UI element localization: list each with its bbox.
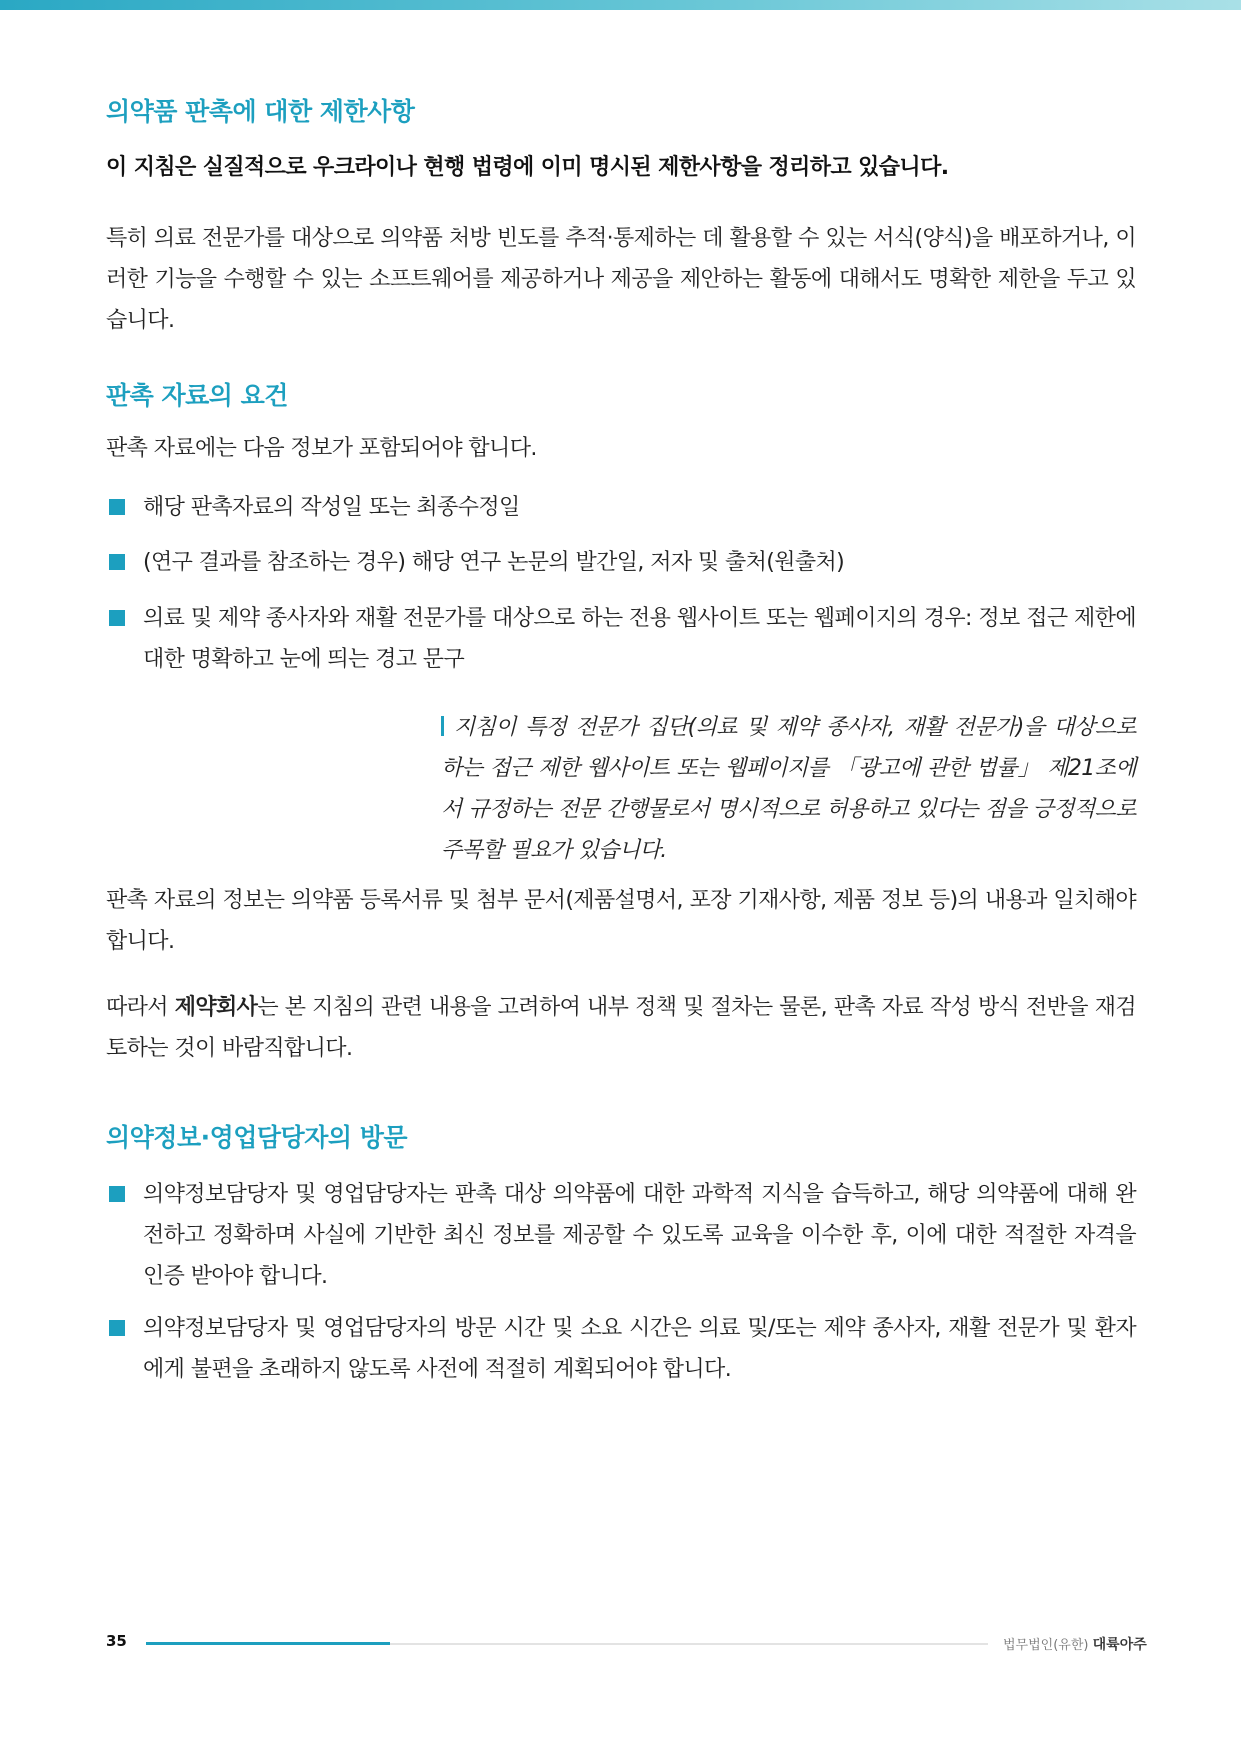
list-item bbox=[106, 598, 1136, 680]
list-item bbox=[106, 487, 1136, 528]
list-item bbox=[106, 1308, 1136, 1390]
firm-prefix: 법무법인(유한) bbox=[1003, 1638, 1089, 1653]
paragraph-intro: 판촉 자료에는 다음 정보가 포함되어야 합니다. bbox=[106, 436, 537, 461]
square-bullet-icon bbox=[109, 554, 125, 570]
square-bullet-icon bbox=[109, 610, 125, 626]
emphasis-pharma-companies: 제약회사 bbox=[174, 995, 258, 1020]
page-number: 35 bbox=[106, 1632, 127, 1650]
top-accent-bar bbox=[0, 0, 1241, 10]
paragraph-consistency: 판촉 자료의 정보는 의약품 등록서류 및 첨부 문서(제품설명서, 포장 기재사항, 제품 정보 등)의 내용과 일치해야 합니다. bbox=[106, 888, 1136, 954]
list-item bbox=[106, 542, 1136, 583]
square-bullet-icon bbox=[109, 1186, 125, 1202]
list-item-text: (연구 결과를 참조하는 경우) 해당 연구 논문의 발간일, 저자 및 출처(원출처) bbox=[143, 550, 845, 575]
list-item-text: 해당 판촉자료의 작성일 또는 최종수정일 bbox=[143, 495, 520, 520]
firm-name: 대륙아주 bbox=[1092, 1637, 1147, 1653]
paragraph-recommendation-prefix: 따라서 bbox=[106, 995, 175, 1020]
quote-text: 지침이 특정 전문가 집단(의료 및 제약 종사자, 재활 전문가)을 대상으로 하는 접근 제한 웹사이트 또는 웹페이지를 「광고에 관한 법률」 제21조에서 규정하는 전문 간행물로서 명시적으로 허용하고 있다는 점을 긍정적으로 주목할 필요가 있습니다. bbox=[441, 715, 1136, 863]
list-item-text: 의약정보담당자 및 영업담당자는 판촉 대상 의약품에 대한 과학적 지식을 습득하고, 해당 의약품에 대해 완전하고 정확하며 사실에 기반한 최신 정보를 제공할 수 있도록 교육을 이수한 후, 이에 대한 적절한 자격을 인증 받아야 합니다. bbox=[143, 1182, 1136, 1289]
highlight-quote bbox=[441, 707, 1136, 871]
list-item bbox=[106, 1174, 1136, 1297]
square-bullet-icon bbox=[109, 499, 125, 515]
list-item-text: 의료 및 제약 종사자와 재활 전문가를 대상으로 하는 전용 웹사이트 또는 웹페이지의 경우: 정보 접근 제한에 대한 명확하고 눈에 띄는 경고 문구 bbox=[143, 606, 1136, 672]
section-heading-restrictions: 의약품 판촉에 대한 제한사항 bbox=[106, 97, 415, 126]
square-bullet-icon bbox=[109, 1320, 125, 1336]
quote-bar-icon bbox=[441, 716, 444, 736]
paragraph-restrictions: 특히 의료 전문가를 대상으로 의약품 처방 빈도를 추적·통제하는 데 활용할 수 있는 서식(양식)을 배포하거나, 이러한 기능을 수행할 수 있는 소프트웨어를 제공하거나 제공을 제안하는 활동에 대해서도 명확한 제한을 두고 있습니다. bbox=[106, 226, 1136, 333]
footer-divider-accent bbox=[146, 1642, 390, 1645]
paragraph-recommendation-suffix: 는 본 지침의 관련 내용을 고려하여 내부 정책 및 절차는 물론, 판촉 자료 작성 방식 전반을 재검토하는 것이 바람직합니다. bbox=[106, 995, 1136, 1061]
section-heading-rep-visits: 의약정보·영업담당자의 방문 bbox=[106, 1123, 408, 1152]
paragraph-recommendation bbox=[106, 987, 1136, 1069]
section-heading-material-requirements: 판촉 자료의 요건 bbox=[106, 381, 288, 410]
firm-logo bbox=[1003, 1634, 1147, 1654]
list-item-text: 의약정보담당자 및 영업담당자의 방문 시간 및 소요 시간은 의료 및/또는 제약 종사자, 재활 전문가 및 환자에게 불편을 초래하지 않도록 사전에 적절히 계획되어야 합니다. bbox=[143, 1316, 1136, 1382]
lead-sentence: 이 지침은 실질적으로 우크라이나 현행 법령에 이미 명시된 제한사항을 정리하고 있습니다. bbox=[106, 155, 949, 180]
